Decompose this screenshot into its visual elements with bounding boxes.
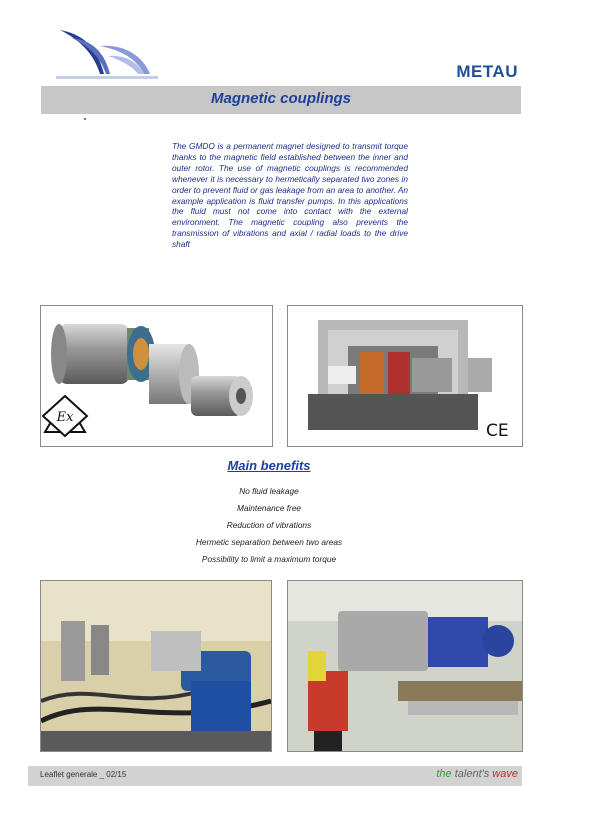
footer-bar — [28, 766, 522, 786]
benefits-list — [0, 483, 538, 568]
title-bar — [41, 86, 521, 114]
list-item: Maintenance free — [236, 503, 302, 513]
workshop-photo — [287, 580, 523, 752]
tagline-word: the — [436, 768, 455, 780]
ce-mark-icon: CE — [486, 421, 509, 441]
footer-doc-ref: Leaflet generale _ 02/15 — [40, 770, 127, 779]
coupling-cutaway-image — [287, 305, 523, 447]
test-rig-photo — [40, 580, 272, 752]
list-item: Hermetic separation between two areas — [195, 537, 343, 547]
ex-mark-icon — [43, 396, 87, 436]
footer-tagline — [436, 768, 518, 780]
tagline-word: talent's — [454, 768, 490, 780]
list-item: No fluid leakage — [239, 486, 299, 496]
brand-name: METAU — [456, 62, 518, 81]
page-title: Magnetic couplings — [210, 90, 351, 107]
scan-speck — [84, 118, 86, 120]
tagline-word: wave — [489, 768, 518, 780]
list-item: Possibility to limit a maximum torque — [201, 554, 337, 564]
benefits-heading: Main benefits — [227, 458, 311, 473]
coupling-render-image — [40, 305, 273, 447]
svg-text:Ex: Ex — [56, 410, 74, 425]
company-logo — [52, 24, 162, 82]
intro-paragraph: The GMDO is a permanent magnet designed to transmit torque thanks to the magnetic field established between the inner and outer rotor. The use of magnetic couplings is recommended whenever it is necessary to hermetically separated two zones in order to prevent fluid or gas leakage from an area to another. An example application is fluid transfer pumps. In this applications the fluid must not come into contact with the external environment. The magnetic coupling also prevents the transmission of vibrations and axial / radial loads to the drive shaft — [172, 141, 408, 250]
list-item: Reduction of vibrations — [226, 520, 312, 530]
